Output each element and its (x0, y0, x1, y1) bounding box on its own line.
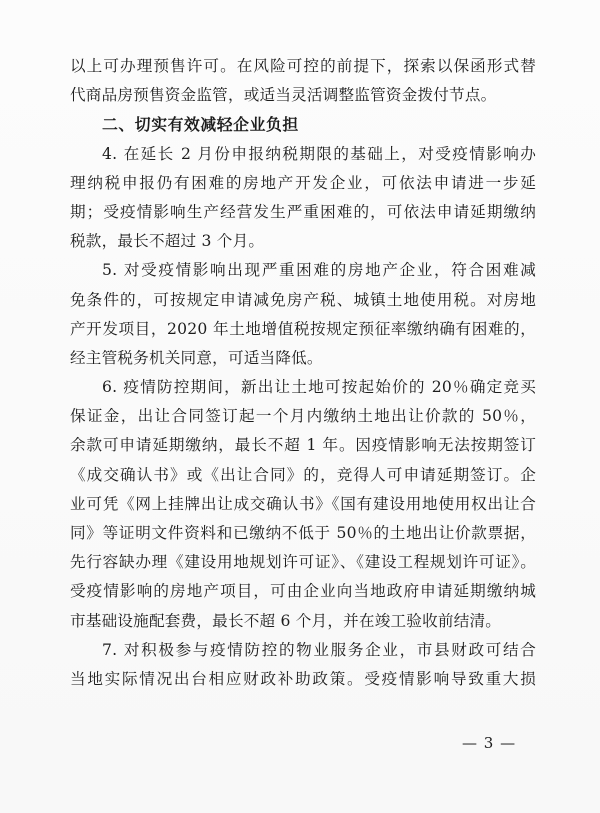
paragraph-line: 《成交确认书》或《出让合同》的，竞得人可申请延期签订。企 (70, 465, 536, 484)
paragraph-line: 税款，最长不超过 3 个月。 (70, 232, 265, 251)
section-heading: 二、切实有效减轻企业负担 (102, 115, 299, 135)
document-body (70, 52, 536, 694)
page-number: — 3 — (462, 734, 517, 752)
paragraph-line: 7. 对积极参与疫情防控的物业服务企业，市县财政可结合 (102, 640, 536, 659)
paragraph-line: 先行容缺办理《建设用地规划许可证》、《建设工程规划许可证》。 (70, 553, 536, 572)
paragraph-line: 余款可申请延期缴纳，最长不超 1 年。因疫情影响无法按期签订 (70, 436, 536, 455)
paragraph-line: 业可凭《网上挂牌出让成交确认书》《国有建设用地使用权出让合 (70, 494, 536, 513)
paragraph-line: 产开发项目，2020 年土地增值税按规定预征率缴纳确有困难的， (70, 319, 536, 338)
paragraph-line: 期；受疫情影响生产经营发生严重困难的，可依法申请延期缴纳 (70, 202, 536, 221)
paragraph-line: 受疫情影响的房地产项目，可由企业向当地政府申请延期缴纳城 (70, 582, 536, 601)
paragraph-line: 当地实际情况出台相应财政补助政策。受疫情影响导致重大损 (70, 669, 536, 688)
paragraph-line: 保证金，出让合同签订起一个月内缴纳土地出让价款的 50％， (70, 407, 536, 426)
paragraph-line: 同》等证明文件资料和已缴纳不低于 50％的土地出让价款票据， (70, 524, 536, 542)
paragraph-line: 以上可办理预售许可。在风险可控的前提下，探索以保函形式替 (70, 57, 536, 75)
paragraph-line: 代商品房预售资金监管，或适当灵活调整监管资金拨付节点。 (70, 86, 497, 105)
paragraph-line: 理纳税申报仍有困难的房地产开发企业，可依法申请进一步延 (70, 173, 536, 192)
paragraph-line: 免条件的，可按规定申请减免房产税、城镇土地使用税。对房地 (70, 290, 536, 309)
paragraph-line: 经主管税务机关同意，可适当降低。 (70, 348, 323, 367)
paragraph-line: 6. 疫情防控期间，新出让土地可按起始价的 20％确定竞买 (102, 378, 536, 397)
paragraph-line: 5. 对受疫情影响出现严重困难的房地产企业，符合困难减 (102, 261, 536, 280)
paragraph-line: 市基础设施配套费，最长不超 6 个月，并在竣工验收前结清。 (70, 611, 502, 630)
paragraph-line: 4. 在延长 2 月份申报纳税期限的基础上，对受疫情影响办 (102, 144, 536, 163)
